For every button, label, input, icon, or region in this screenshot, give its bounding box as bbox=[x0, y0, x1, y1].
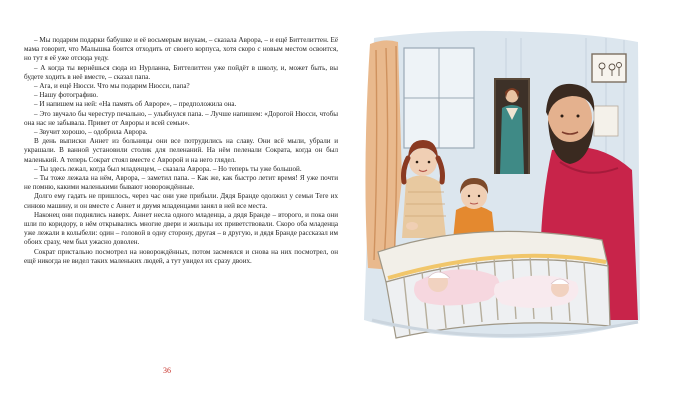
paragraph: Сократ пристально посмотрел на новорождённых, потом засмеялся и снова на них посмотрел, он ещё никогда не видел таких маленьких людей, а тут увидел их сразу двоих. bbox=[24, 247, 338, 265]
paragraph: – Нашу фотографию. bbox=[34, 91, 99, 100]
text-page bbox=[24, 36, 338, 266]
paragraph: – А когда ты вернёшься сюда из Нурланна, Биттелиттен уже пойдёт в школу, и, может быть, вы будете ходить в неё вместе, – сказал папа. bbox=[24, 63, 338, 81]
paragraph: Долго ему гадать не пришлось, через час они уже прибыли. Дядя Бранде одолжил у семьи Теге их синюю машину, и он вместе с Аннет и двумя младенцами занял в ней все места. bbox=[24, 192, 338, 210]
paragraph: В день выписки Аннет из больницы они все потрудились на славу. Они всё мыли, убрали и украшали. В ванной установили столик для пеленаний. На нём пеленали Сократа, когда он был маленький. А теперь Сократ стоял вместе с Авророй и на него глядел. bbox=[24, 137, 338, 164]
page-number: 36 bbox=[163, 366, 171, 375]
paragraph: – Мы подарим подарки бабушке и её восьмерым внукам, – сказала Аврора, – и ещё Биттелиттен. Её мама говорит, что Малышка боится отходить от своего корпуса, хотя скоро с новым местом освоится, но тут я её уже отсюда уеду. bbox=[24, 36, 338, 63]
paragraph: – И напишем на ней: «На память об Авроре», – предположила она. bbox=[34, 100, 237, 109]
paragraph: – Ты тоже лежала на нём, Аврора, – заметил папа. – Как же, как быстро летит время! Я уже почти не помню, какими маленькими бывают новорождённые. bbox=[24, 174, 338, 192]
illustration bbox=[356, 20, 646, 355]
paragraph: Наконец они поднялись наверх. Аннет несла одного младенца, а дядя Бранде – второго, и пока они шли по коридору, в нём открывались многие двери и жильцы их приветствовали. Скоро оба младенца уже лежали в колыбели: один – головой в одну сторону, другая – в другую, и дядя Бранде рассказал им обоих сразу, чем был ужасно доволен. bbox=[24, 210, 338, 247]
paragraph: – Ага, и ещё Нюсси. Что мы подарим Нюсси, папа? bbox=[34, 82, 190, 91]
paragraph: – Это звучало бы черестур печально, – улыбнулся папа. – Лучше напишем: «Дорогой Нюсси, чтобы она нас не забывала. Привет от Авроры и всей семьи». bbox=[24, 109, 338, 127]
illustration-drawing bbox=[356, 20, 646, 355]
paragraph: – Звучит хорошо, – одобрила Аврора. bbox=[34, 128, 148, 137]
paragraph: – Ты здесь лежал, когда был младенцем, – сказала Аврора. – Но теперь ты уже большой. bbox=[34, 164, 302, 173]
